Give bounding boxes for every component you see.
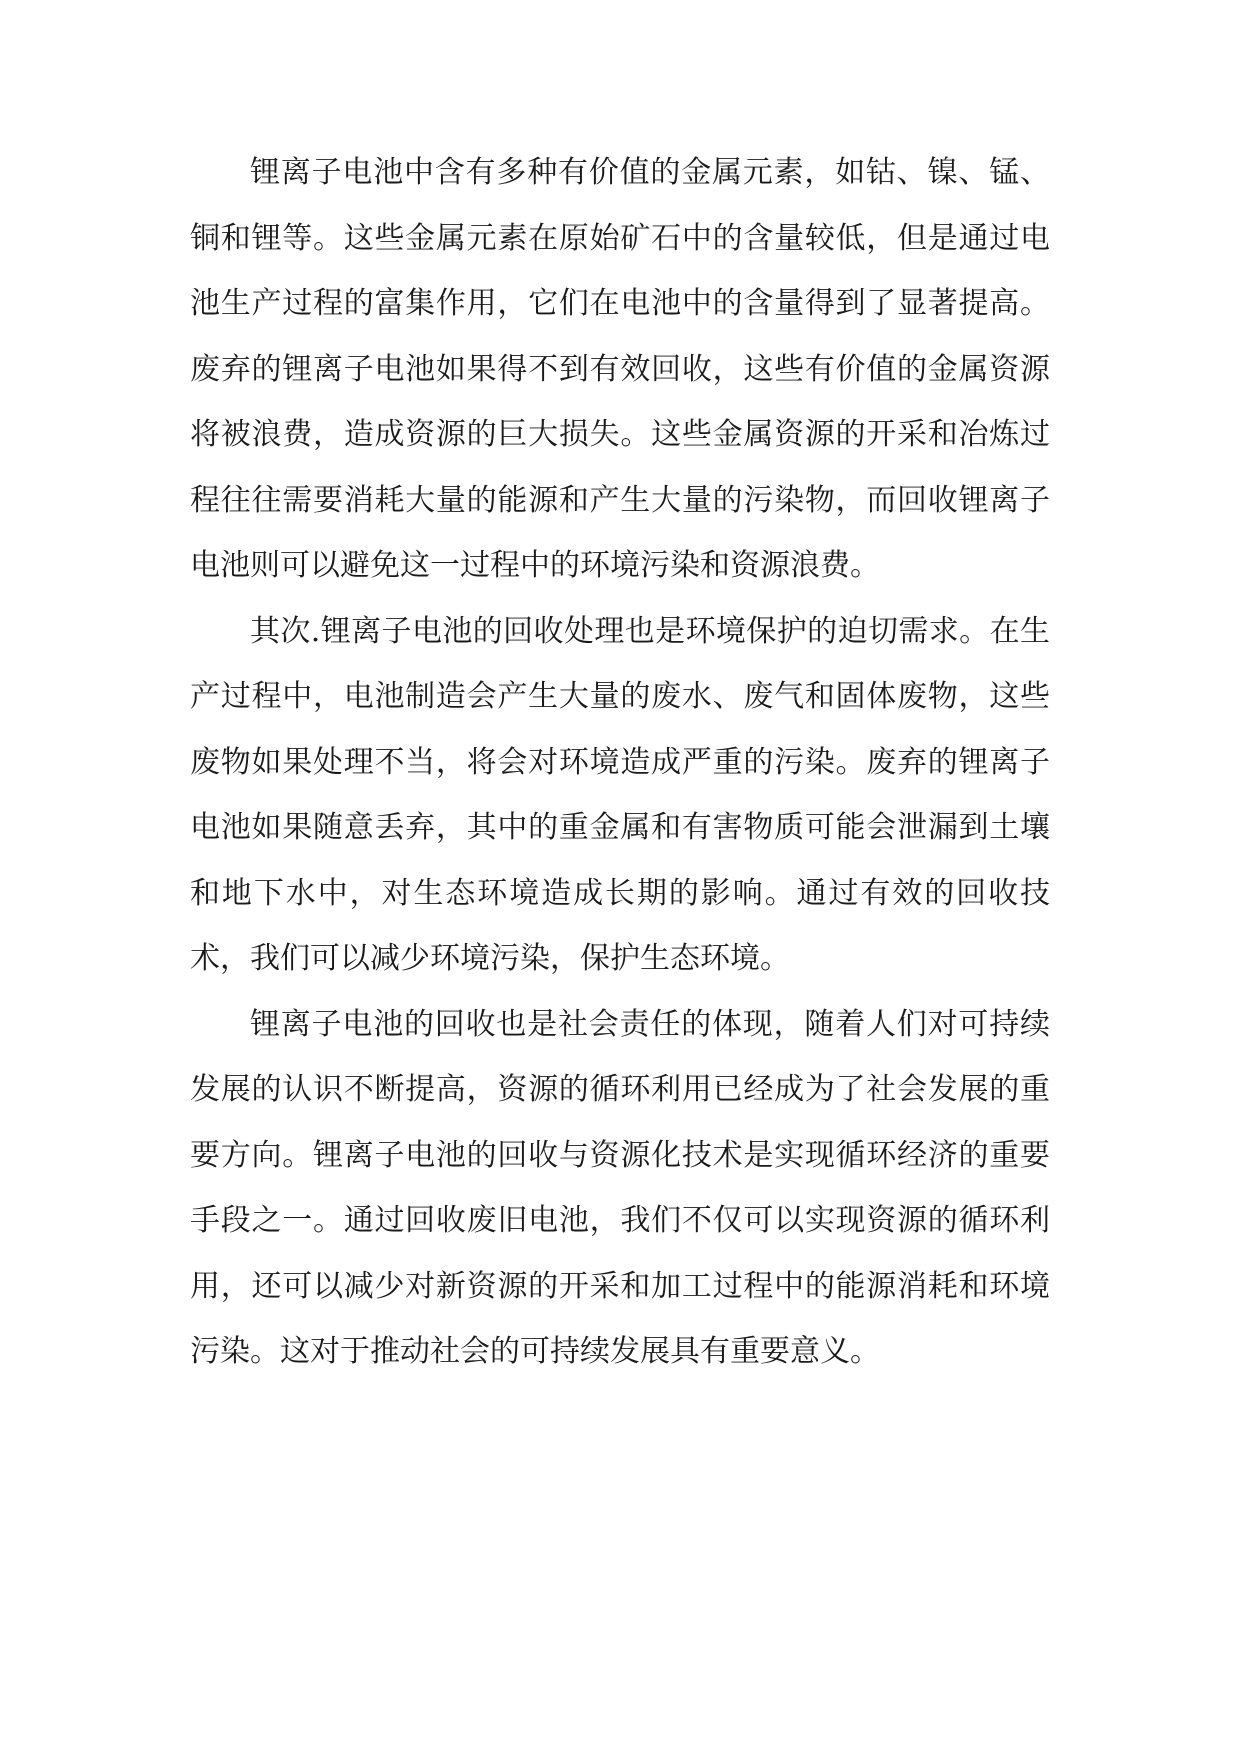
paragraph-metal-resources: 锂离子电池中含有多种有价值的金属元素，如钴、镍、锰、铜和锂等。这些金属元素在原始矿石中的含量较低，但是通过电池生产过程的富集作用，它们在电池中的含量得到了显著提高。废弃的锂离子电池如果得不到有效回收，这些有价值的金属资源将被浪费，造成资源的巨大损失。这些金属资源的开采和冶炼过程往往需要消耗大量的能源和产生大量的污染物，而回收锂离子电池则可以避免这一过程中的环境污染和资源浪费。 bbox=[190, 155, 1050, 583]
paragraph-social-responsibility: 锂离子电池的回收也是社会责任的体现，随着人们对可持续发展的认识不断提高，资源的循环利用已经成为了社会发展的重要方向。锂离子电池的回收与资源化技术是实现循环经济的重要手段之一。通过回收废旧电池，我们不仅可以实现资源的循环利用，还可以减少对新资源的开采和加工过程中的能源消耗和环境污染。这对于推动社会的可持续发展具有重要意义。 bbox=[190, 1006, 1050, 1369]
document-body bbox=[190, 140, 1050, 1385]
paragraph-environmental-protection: 其次.锂离子电池的回收处理也是环境保护的迫切需求。在生产过程中，电池制造会产生大量的废水、废气和固体废物，这些废物如果处理不当，将会对环境造成严重的污染。废弃的锂离子电池如果随意丢弃，其中的重金属和有害物质可能会泄漏到土壤和地下水中，对生态环境造成长期的影响。通过有效的回收技术，我们可以减少环境污染，保护生态环境。 bbox=[190, 613, 1050, 976]
